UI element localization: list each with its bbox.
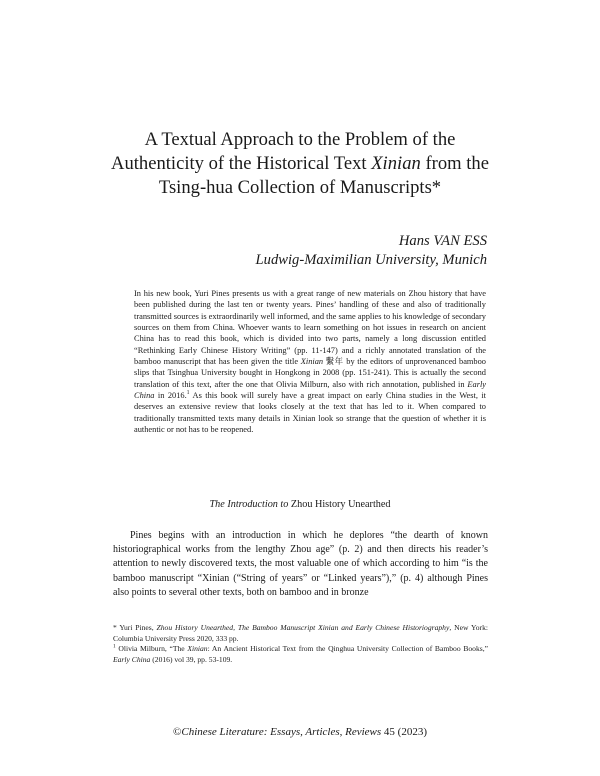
abstract-part-2: by the editors of unprovenanced bamboo slips that Tsinghua University bought in Hongkong in 2008 (pp. 151-241). This is actually the second translation of this text, after the one that Olivia Milburn, also with rich annotation, published in (134, 357, 486, 389)
footnote-star (113, 623, 488, 644)
copyright-symbol: © (173, 726, 182, 738)
article-title (60, 128, 540, 200)
abstract-part-3: in 2016. (154, 391, 187, 401)
section-heading-italic: The Introduction to (209, 499, 289, 510)
section-heading (60, 498, 540, 511)
author-affiliation: Ludwig-Maximilian University, Munich (255, 252, 487, 268)
footnote-1-journal: Early China (113, 654, 151, 664)
footnote-1-xinian: Xinian (187, 644, 208, 654)
abstract-part-4: As this book will surely have a great impact on early China studies in the West, it deserves an extensive review that looks closely at the text that has led to it. When compared to traditionally transmitted texts many details in Xinian look so strange that the question of whether it is authentic or not has to be reopened. (134, 391, 487, 435)
title-line-1: A Textual Approach to the Problem of the (144, 129, 456, 150)
title-line-2 (60, 152, 540, 176)
footer-issue: 45 (2023) (381, 726, 427, 738)
footnote-reference-1[interactable]: 1 (186, 390, 190, 397)
footnote-1-end: (2016) vol 39, pp. 53-109. (150, 654, 233, 664)
footnotes (113, 623, 488, 665)
title-line-3: Tsing-hua Collection of Manuscripts* (158, 177, 442, 198)
abstract-journal: Early China (134, 379, 486, 401)
footnote-1 (113, 644, 488, 665)
author-name: Hans VAN ESS (398, 233, 487, 249)
abstract-xinian-chars: 繫年 (323, 357, 344, 367)
abstract-part-1: In his new book, Yuri Pines presents us with a great range of new materials on Zhou history that have been published during the last ten or twenty years. Pines’ handling of these and also of traditionally transmitted sources is extraordinarily well informed, and the same applies to his knowledge of secondary sources on them from China. Whoever wants to learn something on hot issues in research on ancient China has to read this book, which is divided into two parts, namely a long discussion entitled “Rethinking Early Chinese History Writing” (pp. 11-147) and a richly annotated translation of the bamboo manuscript that has been given the title (134, 289, 486, 367)
footnote-1-start: Olivia Milburn, “The (115, 644, 188, 654)
body-paragraph: Pines begins with an introduction in which he deplores “the dearth of known historiographical works from the lengthy Zhou age” (p. 2) and then directs his reader’s attention to newly discovered texts, the most valuable one of which according to him “is the bamboo manuscript “Xinian (“String of years” or “Linked years”),” (p. 4) although Pines also points to several other texts, both on bamboo and in bronze (113, 530, 488, 598)
footnote-star-end: , New York: Columbia University Press 2020, 333 pp. (113, 623, 488, 643)
footnote-1-mid: : An Ancient Historical Text from the Qinghua University Collection of Bamboo Books,” (207, 644, 488, 654)
title-line-2-start: Authenticity of the Historical Text (111, 153, 372, 174)
footnote-1-mark: 1 (113, 643, 116, 650)
footnote-star-book-title: Zhou History Unearthed, The Bamboo Manuscript Xinian and Early Chinese Historiography (156, 623, 450, 632)
section-heading-rest: Zhou History Unearthed (288, 499, 391, 510)
page-footer (60, 725, 540, 739)
title-xinian: Xinian (371, 153, 421, 174)
abstract (134, 288, 486, 435)
author-block (256, 232, 487, 270)
abstract-xinian: Xinian (300, 357, 324, 367)
footer-journal-name: Chinese Literature: Essays, Articles, Reviews (181, 726, 382, 738)
title-line-2-end: from the (420, 153, 489, 174)
footnote-star-mark: * (113, 623, 117, 632)
footnote-star-start: Yuri Pines, (116, 623, 157, 632)
